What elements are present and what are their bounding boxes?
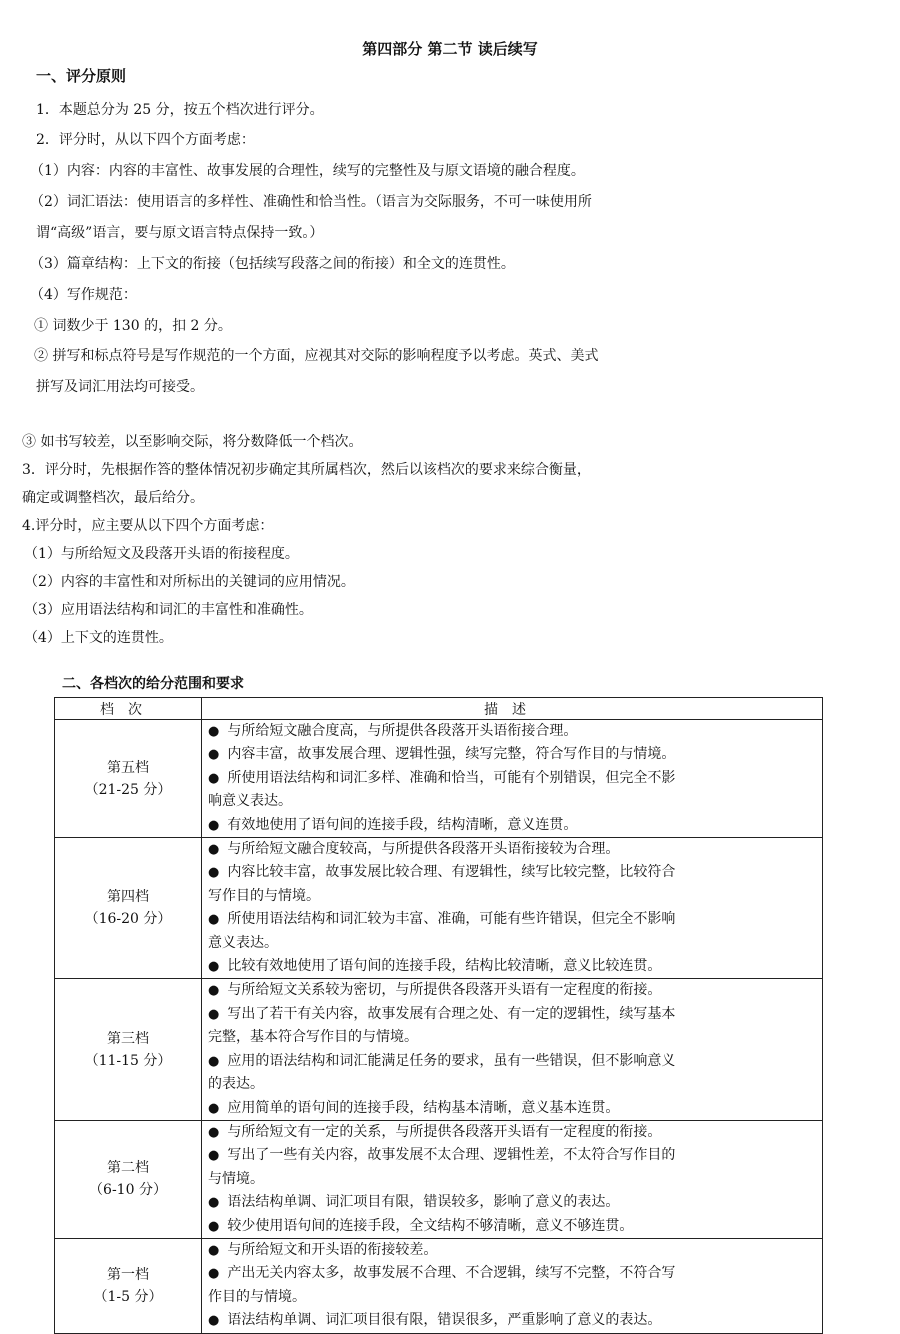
bullet-icon: ● — [208, 724, 220, 739]
criterion-item — [208, 838, 818, 861]
criterion-text: 写出了一些有关内容，故事发展不太合理、逻辑性差，不太符合写作目的 — [227, 1147, 676, 1164]
criterion-item — [208, 955, 818, 978]
rule-line: （1）内容：内容的丰富性、故事发展的合理性，续写的完整性及与原文语境的融合程度。 — [30, 163, 585, 179]
level-score-range: （21-25 分） — [84, 781, 172, 798]
criterion-text: 与所给短文融合度较高，与所提供各段落开头语衔接较为合理。 — [227, 841, 620, 858]
table-body — [55, 720, 823, 1334]
criterion-text: 内容比较丰富，故事发展比较合理、有逻辑性，续写比较完整，比较符合 — [227, 864, 676, 881]
criterion-text: 写出了若干有关内容，故事发展有合理之处、有一定的逻辑性，续写基本 — [227, 1005, 676, 1022]
criterion-text: 与所给短文和开头语的衔接较差。 — [227, 1241, 438, 1258]
criterion-item — [208, 814, 818, 837]
rule-line: ③ 如书写较差，以至影响交际，将分数降低一个档次。 — [22, 434, 363, 450]
bullet-icon: ● — [208, 1124, 220, 1140]
table-row — [55, 1238, 823, 1333]
criterion-item — [208, 1144, 818, 1167]
criterion-continuation — [208, 1168, 818, 1191]
criterion-item — [208, 767, 818, 790]
rule-line: （3）应用语法结构和词汇的丰富性和准确性。 — [24, 602, 313, 618]
criterion-text: 所使用语法结构和词汇多样、准确和恰当，可能有个别错误，但完全不影 — [227, 769, 676, 786]
criterion-item — [208, 1309, 818, 1332]
criterion-text: 较少使用语句间的连接手段，全文结构不够清晰，意义不够连贯。 — [227, 1217, 634, 1234]
criterion-item — [208, 1050, 818, 1073]
criterion-item — [208, 1003, 818, 1026]
bullet-icon: ● — [208, 817, 220, 833]
level-score-range: （1-5 分） — [93, 1288, 163, 1305]
bullet-icon: ● — [208, 1313, 220, 1329]
level-score-range: （11-15 分） — [84, 1052, 172, 1069]
criterion-item — [208, 1097, 818, 1120]
table-header-row — [55, 698, 823, 720]
table-row — [55, 838, 823, 979]
criterion-text: 响意义表达。 — [208, 793, 292, 810]
criterion-item — [208, 1191, 818, 1214]
criterion-continuation — [208, 885, 818, 908]
rule-line: 确定或调整档次，最后给分。 — [22, 490, 204, 506]
bullet-icon: ● — [208, 1218, 220, 1234]
level-name: 第一档 — [107, 1266, 149, 1283]
bullet-icon: ● — [208, 1266, 220, 1282]
criterion-text: 作目的与情境。 — [208, 1288, 306, 1305]
rule-line: 1．本题总分为 25 分，按五个档次进行评分。 — [36, 102, 324, 118]
level-cell — [55, 1238, 202, 1333]
table-row — [55, 720, 823, 838]
bullet-icon: ● — [208, 1100, 220, 1116]
description-cell — [202, 720, 823, 838]
bullet-icon: ● — [208, 912, 220, 928]
table-row — [55, 1120, 823, 1238]
header-level: 档次 — [55, 698, 202, 720]
bullet-icon: ● — [208, 770, 220, 786]
criterion-text: 应用简单的语句间的连接手段，结构基本清晰，意义基本连贯。 — [227, 1099, 620, 1116]
bullet-icon: ● — [208, 1148, 220, 1164]
level-score-range: （16-20 分） — [84, 911, 172, 928]
rule-line: 谓“高级”语言，要与原文语言特点保持一致。） — [36, 225, 324, 241]
criterion-text: 与所给短文有一定的关系，与所提供各段落开头语有一定程度的衔接。 — [227, 1123, 662, 1140]
level-name: 第五档 — [107, 759, 149, 776]
rule-line: （3）篇章结构：上下文的衔接（包括续写段落之间的衔接）和全文的连贯性。 — [30, 256, 515, 272]
criterion-item — [208, 720, 818, 743]
criterion-text: 内容丰富，故事发展合理、逻辑性强，续写完整，符合写作目的与情境。 — [227, 746, 676, 763]
description-cell — [202, 838, 823, 979]
bullet-icon: ● — [208, 1053, 220, 1069]
level-cell — [55, 1120, 202, 1238]
criterion-continuation — [208, 1073, 818, 1096]
bullet-icon: ● — [208, 983, 220, 999]
criterion-item — [208, 1121, 818, 1144]
criterion-text: 比较有效地使用了语句间的连接手段，结构比较清晰，意义比较连贯。 — [227, 958, 662, 975]
bullet-icon: ● — [208, 747, 220, 763]
criterion-continuation — [208, 932, 818, 955]
criterion-item — [208, 979, 818, 1002]
rule-line: ① 词数少于 130 的，扣 2 分。 — [34, 318, 232, 334]
description-cell — [202, 979, 823, 1120]
level-name: 第三档 — [107, 1030, 149, 1047]
criterion-continuation — [208, 790, 818, 813]
criterion-text: 语法结构单调、词汇项目很有限，错误很多，严重影响了意义的表达。 — [227, 1312, 662, 1329]
description-cell — [202, 1120, 823, 1238]
criterion-item — [208, 1262, 818, 1285]
criterion-text: 的表达。 — [208, 1076, 264, 1093]
bullet-icon: ● — [208, 1242, 220, 1258]
criterion-text: 意义表达。 — [208, 934, 278, 951]
criterion-text: 与所给短文融合度高，与所提供各段落开头语衔接合理。 — [227, 723, 578, 739]
level-score-range: （6-10 分） — [89, 1182, 167, 1199]
level-cell — [55, 979, 202, 1120]
bullet-icon: ● — [208, 865, 220, 881]
document-title: 第四部分 第二节 读后续写 — [362, 40, 538, 58]
criterion-text: 写作目的与情境。 — [208, 887, 320, 904]
header-description: 描述 — [202, 698, 823, 720]
rule-line: （2）词汇语法：使用语言的多样性、准确性和恰当性。（语言为交际服务，不可一味使用所 — [30, 194, 592, 210]
rule-line: 拼写及词汇用法均可接受。 — [36, 379, 204, 395]
criterion-text: 语法结构单调、词汇项目有限，错误较多，影响了意义的表达。 — [227, 1194, 620, 1211]
criterion-continuation — [208, 1026, 818, 1049]
description-cell — [202, 1238, 823, 1333]
level-name: 第二档 — [107, 1160, 149, 1177]
rule-line: 3．评分时，先根据作答的整体情况初步确定其所属档次，然后以该档次的要求来综合衡量， — [22, 462, 591, 478]
criterion-text: 所使用语法结构和词汇较为丰富、准确，可能有些许错误，但完全不影响 — [227, 911, 676, 928]
level-name: 第四档 — [107, 889, 149, 906]
rule-line: （1）与所给短文及段落开头语的衔接程度。 — [24, 546, 299, 562]
criterion-text: 与所给短文关系较为密切，与所提供各段落开头语有一定程度的衔接。 — [227, 982, 662, 999]
criterion-continuation — [208, 1286, 818, 1309]
bullet-icon: ● — [208, 1006, 220, 1022]
criterion-item — [208, 908, 818, 931]
criterion-item — [208, 1239, 818, 1262]
rule-line: （4）写作规范： — [30, 287, 137, 303]
bullet-icon: ● — [208, 1195, 220, 1211]
grading-table — [54, 697, 823, 1334]
section2-heading: 二、各档次的给分范围和要求 — [62, 676, 244, 692]
bullet-icon: ● — [208, 842, 220, 858]
table-row — [55, 979, 823, 1120]
criterion-text: 有效地使用了语句间的连接手段，结构清晰，意义连贯。 — [227, 816, 578, 833]
criterion-text: 与情境。 — [208, 1170, 264, 1187]
criterion-text: 应用的语法结构和词汇能满足任务的要求，虽有一些错误，但不影响意义 — [227, 1052, 676, 1069]
rule-line: （2）内容的丰富性和对所标出的关键词的应用情况。 — [24, 574, 355, 590]
criterion-item — [208, 861, 818, 884]
level-cell — [55, 838, 202, 979]
rule-line: 4.评分时，应主要从以下四个方面考虑： — [22, 518, 274, 534]
rule-line: 2．评分时，从以下四个方面考虑： — [36, 132, 255, 148]
bullet-icon: ● — [208, 959, 220, 975]
section1-heading: 一、评分原则 — [36, 67, 127, 85]
criterion-item — [208, 1215, 818, 1238]
criterion-text: 产出无关内容太多，故事发展不合理、不合逻辑，续写不完整，不符合写 — [227, 1265, 676, 1282]
criterion-text: 完整，基本符合写作目的与情境。 — [208, 1029, 418, 1046]
rule-line: ② 拼写和标点符号是写作规范的一个方面，应视其对交际的影响程度予以考虑。英式、美式 — [34, 348, 599, 364]
rule-line: （4）上下文的连贯性。 — [24, 630, 173, 646]
criterion-item — [208, 743, 818, 766]
level-cell — [55, 720, 202, 838]
